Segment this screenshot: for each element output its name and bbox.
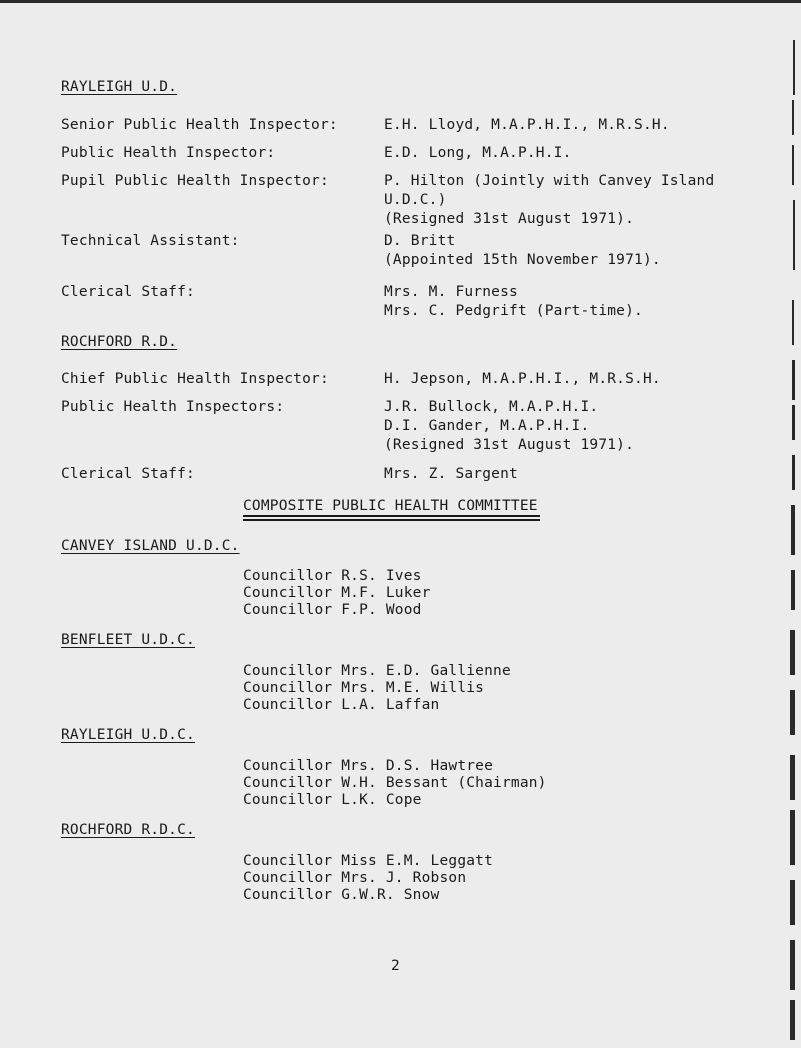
title-underline <box>243 515 540 517</box>
role-label: Public Health Inspector: <box>61 145 276 161</box>
staff-detail: (Resigned 31st August 1971). <box>384 211 635 227</box>
committee-member: Councillor F.P. Wood <box>243 602 422 618</box>
committee-title: COMPOSITE PUBLIC HEALTH COMMITTEE <box>243 498 538 514</box>
committee-member: Councillor Mrs. M.E. Willis <box>243 680 485 696</box>
committee-member: Councillor Mrs. E.D. Gallienne <box>243 663 511 679</box>
committee-group-heading: BENFLEET U.D.C. <box>61 632 195 648</box>
committee-member: Councillor W.H. Bessant (Chairman) <box>243 775 547 791</box>
committee-member: Councillor Miss E.M. Leggatt <box>243 853 494 869</box>
staff-name: D.I. Gander, M.A.P.H.I. <box>384 418 590 434</box>
top-border <box>0 0 801 3</box>
committee-member: Councillor G.W.R. Snow <box>243 887 440 903</box>
committee-member: Councillor Mrs. J. Robson <box>243 870 467 886</box>
committee-member: Councillor R.S. Ives <box>243 568 422 584</box>
title-underline <box>243 519 540 521</box>
committee-member: Councillor M.F. Luker <box>243 585 431 601</box>
role-label: Pupil Public Health Inspector: <box>61 173 329 189</box>
committee-member: Councillor L.K. Cope <box>243 792 422 808</box>
page-number: 2 <box>391 958 400 974</box>
role-label: Public Health Inspectors: <box>61 399 285 415</box>
staff-name: E.H. Lloyd, M.A.P.H.I., M.R.S.H. <box>384 117 670 133</box>
committee-member: Councillor L.A. Laffan <box>243 697 440 713</box>
role-label: Chief Public Health Inspector: <box>61 371 329 387</box>
rochford-heading: ROCHFORD R.D. <box>61 334 178 350</box>
role-label: Clerical Staff: <box>61 466 195 482</box>
staff-name: H. Jepson, M.A.P.H.I., M.R.S.H. <box>384 371 661 387</box>
role-label: Clerical Staff: <box>61 284 195 300</box>
committee-member: Councillor Mrs. D.S. Hawtree <box>243 758 494 774</box>
staff-name: J.R. Bullock, M.A.P.H.I. <box>384 399 599 415</box>
rayleigh-heading: RAYLEIGH U.D. <box>61 79 178 95</box>
role-label: Technical Assistant: <box>61 233 240 249</box>
staff-name: Mrs. M. Furness <box>384 284 518 300</box>
staff-name: D. Britt <box>384 233 456 249</box>
role-label: Senior Public Health Inspector: <box>61 117 338 133</box>
committee-group-heading: ROCHFORD R.D.C. <box>61 822 195 838</box>
staff-detail: (Appointed 15th November 1971). <box>384 252 661 268</box>
staff-name: P. Hilton (Jointly with Canvey Island <box>384 173 715 189</box>
staff-name: E.D. Long, M.A.P.H.I. <box>384 145 572 161</box>
staff-name: Mrs. Z. Sargent <box>384 466 518 482</box>
staff-detail: (Resigned 31st August 1971). <box>384 437 635 453</box>
staff-detail: U.D.C.) <box>384 192 447 208</box>
staff-name: Mrs. C. Pedgrift (Part-time). <box>384 303 643 319</box>
committee-group-heading: RAYLEIGH U.D.C. <box>61 727 195 743</box>
committee-group-heading: CANVEY ISLAND U.D.C. <box>61 538 240 554</box>
